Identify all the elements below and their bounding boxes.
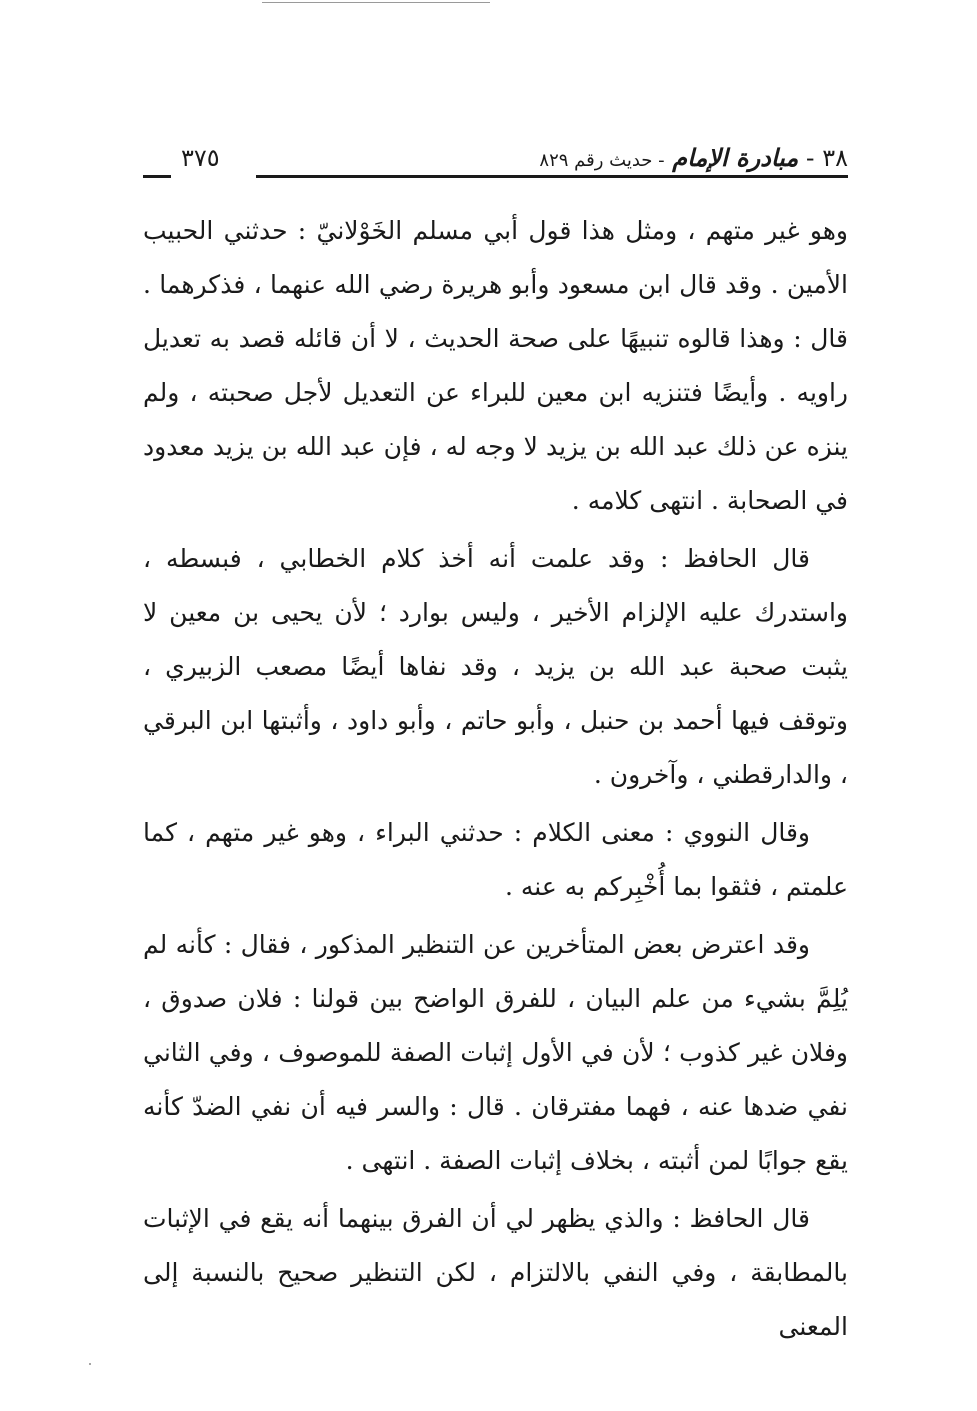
- paragraph-3: وقال النووي : معنى الكلام : حدثني البراء ، وهو غير متهم ، كما علمتم ، فثقوا بما أُخْبِركم به عنه .: [143, 818, 848, 901]
- paragraph-5: قال الحافظ : والذي يظهر لي أن الفرق بينهما أنه يقع في الإثبات بالمطابقة ، وفي النفي بالالتزام ، لكن التنظير صحيح بالنسبة إلى المعنى: [143, 1204, 848, 1341]
- hadith-reference: - حديث رقم ٨٢٩: [539, 150, 665, 171]
- paragraph-2: قال الحافظ : وقد علمت أنه أخذ كلام الخطابي ، فبسطه ، واستدرك عليه الإلزام الأخير ، وليس بوارد ؛ لأن يحيى بن معين لا يثبت صحبة عبد الله بن يزيد ، وقد نفاها أيضًا مصعب الزبيري ، وتوقف فيها أحمد بن حنبل ، وأبو حاتم ، وأبو داود ، وأثبتها ابن البرقي ، والدارقطني ، وآخرون .: [143, 544, 848, 789]
- scan-speck: [89, 1363, 91, 1365]
- page-number: ٣٧٥: [181, 144, 220, 172]
- chapter-title: مبادرة الإمام: [672, 144, 799, 172]
- chapter-number: ٣٨ -: [805, 144, 848, 172]
- paragraph-1: وهو غير متهم ، ومثل هذا قول أبي مسلم الخَوْلانيّ : حدثني الحبيب الأمين . وقد قال ابن مسعود وأبو هريرة رضي الله عنهما ، فذكرهما . قال : وهذا قالوه تنبيهًا على صحة الحديث ، لا أن قائله قصد به تعديل راويه . وأيضًا فتنزيه ابن معين للبراء عن التعديل لأجل صحبته ، ولم ينزه عن ذلك عبد الله بن يزيد لا وجه له ، فإن عبد الله بن يزيد معدود في الصحابة . انتهى كلامه .: [143, 216, 848, 515]
- running-header: [143, 142, 848, 182]
- page-number-rule: [143, 175, 171, 178]
- header-title: [539, 142, 848, 177]
- paragraph-4: وقد اعترض بعض المتأخرين عن التنظير المذكور ، فقال : كأنه لم يُلِمَّ بشيء من علم البيان ، للفرق الواضح بين قولنا : فلان صدوق ، وفلان غير كذوب ؛ لأن في الأول إثبات الصفة للموصوف ، وفي الثاني نفي ضدها عنه ، فهما مفترقان . قال : والسر فيه أن نفي الضدّ كأنه يقع جوابًا لمن أثبته ، بخلاف إثبات الصفة . انتهى .: [143, 930, 848, 1175]
- main-text: [143, 204, 848, 1354]
- header-rule: [256, 175, 848, 178]
- top-rule: [262, 2, 490, 3]
